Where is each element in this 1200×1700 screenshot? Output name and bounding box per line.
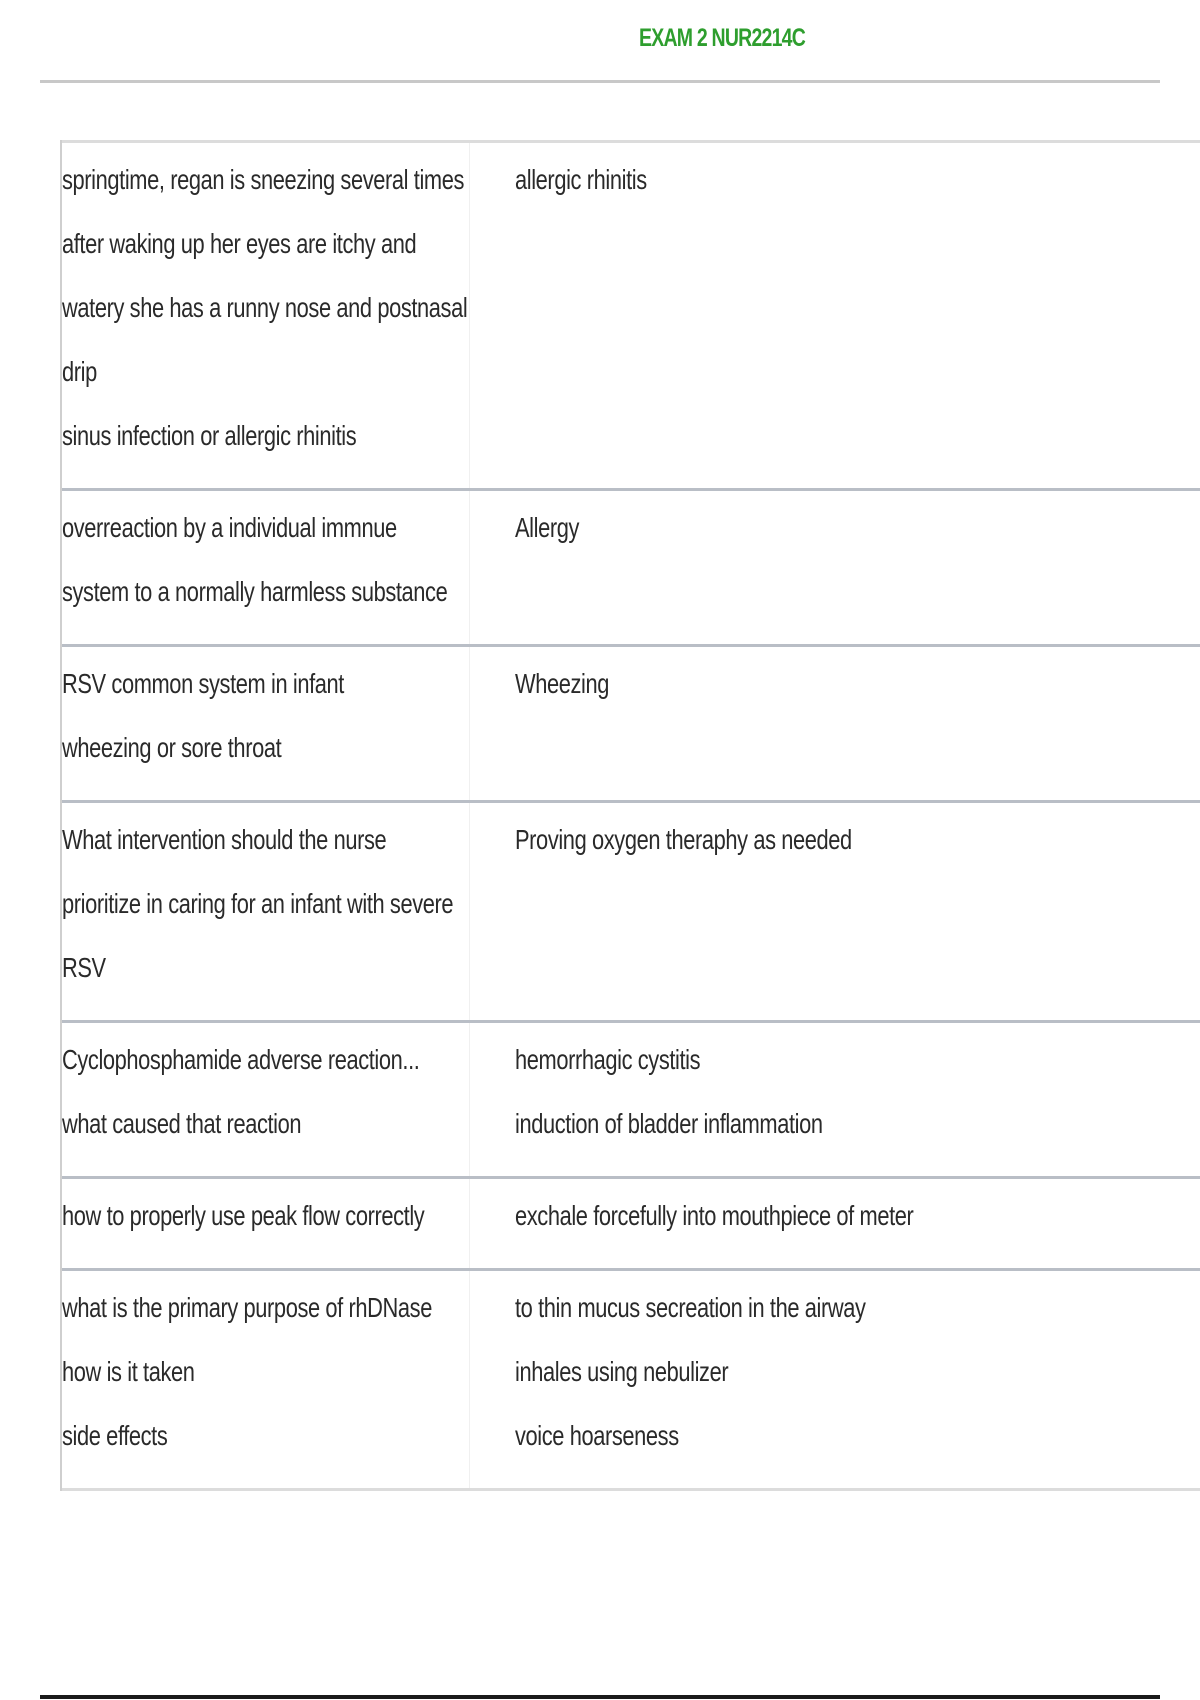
flashcard-row <box>62 1020 1200 1176</box>
term-line: drip <box>62 356 97 387</box>
header-divider <box>40 80 1160 83</box>
definition-line: voice hoarseness <box>515 1420 679 1451</box>
definition-line: to thin mucus secreation in the airway <box>515 1292 866 1323</box>
page-title <box>141 24 1077 53</box>
definition-line: induction of bladder inflammation <box>515 1108 823 1139</box>
term-line: after waking up her eyes are itchy and <box>62 228 417 259</box>
definition-cell <box>470 1023 1200 1176</box>
term-cell <box>62 1271 470 1488</box>
definition-line: Wheezing <box>515 668 610 699</box>
flashcard-row <box>62 1268 1200 1491</box>
term-line: overreaction by a individual immnue <box>62 512 397 543</box>
flashcard-row <box>62 1176 1200 1268</box>
term-line: sinus infection or allergic rhinitis <box>62 420 357 451</box>
definition-line: exchale forcefully into mouthpiece of meter <box>515 1200 914 1231</box>
definition-cell <box>470 491 1200 644</box>
term-line: how is it taken <box>62 1356 195 1387</box>
term-cell <box>62 647 470 800</box>
term-line: what caused that reaction <box>62 1108 302 1139</box>
definition-line: Proving oxygen theraphy as needed <box>515 824 852 855</box>
definition-cell <box>470 143 1200 488</box>
flashcard-row <box>62 800 1200 1020</box>
definition-cell <box>470 803 1200 1020</box>
term-line: wheezing or sore throat <box>62 732 282 763</box>
term-line: how to properly use peak flow correctly <box>62 1200 425 1231</box>
term-line: RSV common system in infant <box>62 668 344 699</box>
term-line: prioritize in caring for an infant with severe <box>62 888 454 919</box>
definition-line: hemorrhagic cystitis <box>515 1044 701 1075</box>
flashcard-table <box>60 140 1200 1491</box>
term-cell <box>62 803 470 1020</box>
term-line: system to a normally harmless substance <box>62 576 448 607</box>
flashcard-row <box>62 644 1200 800</box>
definition-cell <box>470 647 1200 800</box>
term-cell <box>62 1023 470 1176</box>
term-cell <box>62 143 470 488</box>
page-title-text: EXAM 2 NUR2214C <box>639 24 806 52</box>
term-line: RSV <box>62 952 106 983</box>
flashcard-row <box>62 140 1200 488</box>
term-line: What intervention should the nurse <box>62 824 387 855</box>
definition-line: inhales using nebulizer <box>515 1356 729 1387</box>
term-line: watery she has a runny nose and postnasal <box>62 292 468 323</box>
definition-line: allergic rhinitis <box>515 164 647 195</box>
term-line: Cyclophosphamide adverse reaction... <box>62 1044 420 1075</box>
term-line: springtime, regan is sneezing several times <box>62 164 465 195</box>
term-line: what is the primary purpose of rhDNase <box>62 1292 432 1323</box>
definition-cell <box>470 1179 1200 1268</box>
definition-line: Allergy <box>515 512 580 543</box>
footer-divider <box>40 1695 1160 1699</box>
flashcard-row <box>62 488 1200 644</box>
term-line: side effects <box>62 1420 168 1451</box>
term-cell <box>62 491 470 644</box>
definition-cell <box>470 1271 1200 1488</box>
term-cell <box>62 1179 470 1268</box>
